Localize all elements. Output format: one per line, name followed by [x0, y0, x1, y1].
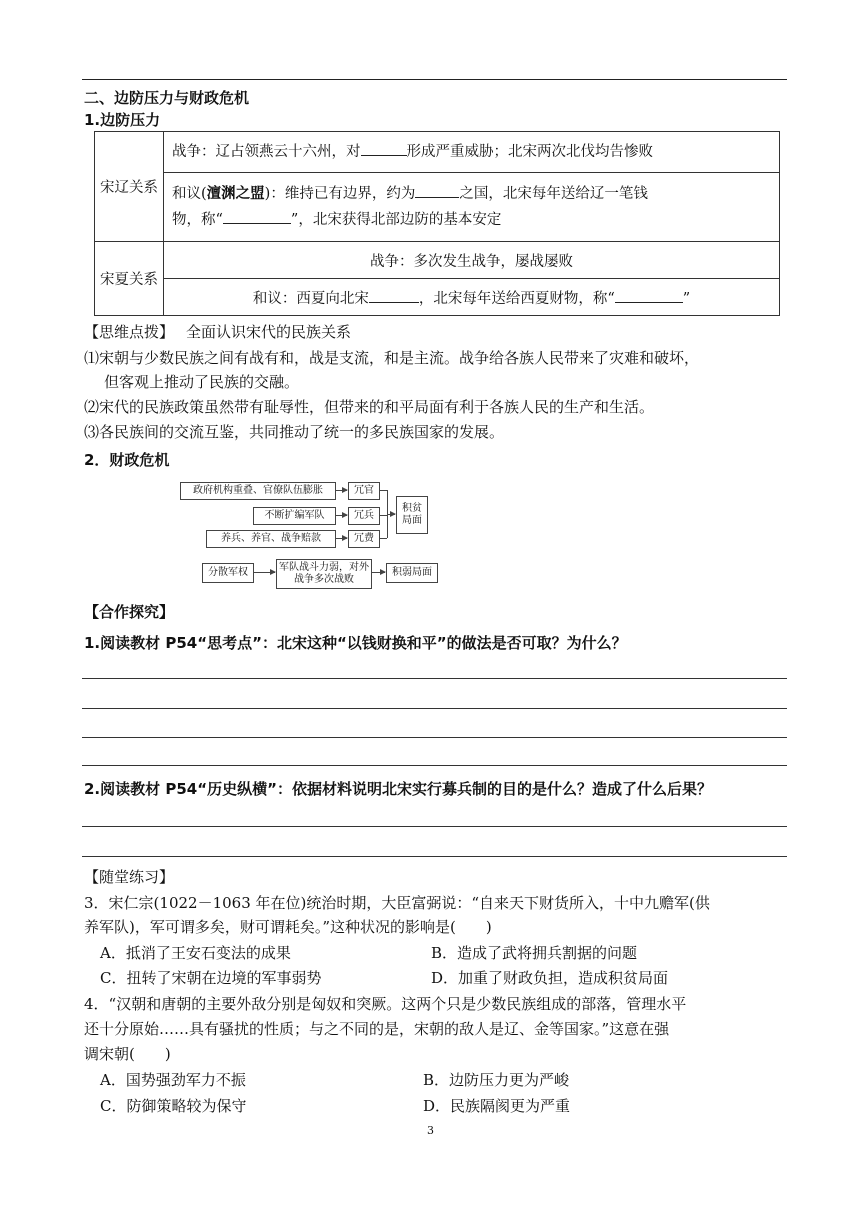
- coop-title: 【合作探究】: [84, 603, 175, 621]
- result-poverty: 积贫局面: [396, 496, 428, 534]
- cause-expenses: 养兵、养官、战争赔款: [206, 530, 336, 548]
- q4-option-d[interactable]: D．民族隔阂更为严重: [423, 1097, 571, 1115]
- arrow-icon: [253, 572, 275, 573]
- effect-redundant-officials: 冗官: [348, 482, 380, 500]
- section-title: 二、边防压力与财政危机: [84, 89, 250, 107]
- answer-line[interactable]: [82, 856, 787, 857]
- practice-title: 【随堂练习】: [84, 868, 175, 886]
- q4-option-c[interactable]: C．防御策略较为保守: [100, 1097, 247, 1115]
- coop-question-2: 2.阅读教材 P54“历史纵横”：依据材料说明北宋实行募兵制的目的是什么？造成了什么后果？: [84, 780, 712, 798]
- result-weakness: 积弱局面: [386, 563, 438, 583]
- q3-option-d[interactable]: D．加重了财政负担，造成积贫局面: [431, 969, 669, 987]
- subsection-fiscal-crisis: 2．财政危机: [84, 451, 170, 469]
- tip-heading: 【思维点拨】 全面认识宋代的民族关系: [84, 323, 352, 341]
- relations-table: [94, 131, 780, 316]
- q3-stem-b: 养军队)，军可谓多矣，财可谓耗矣。”这种状况的影响是( ): [84, 918, 492, 936]
- tip-2: ⑵宋代的民族政策虽然带有耻辱性，但带来的和平局面有利于各族人民的生产和生活。: [84, 398, 655, 416]
- mid-weak-army: 军队战斗力弱，对外战争多次战败: [276, 559, 372, 589]
- q3-option-c[interactable]: C．扭转了宋朝在边境的军事弱势: [100, 969, 322, 987]
- fill-blank[interactable]: [361, 140, 407, 156]
- connector: [379, 490, 387, 491]
- song-xia-label: 宋夏关系: [95, 242, 164, 316]
- treaty-name: 澶渊之盟: [206, 185, 265, 202]
- answer-line[interactable]: [82, 708, 787, 709]
- arrow-icon: [335, 515, 347, 516]
- song-xia-peace-cell: 和议：西夏向北宋 ，北宋每年送给西夏财物，称“ ”: [164, 279, 780, 316]
- effect-redundant-troops: 冗兵: [348, 507, 380, 525]
- connector: [379, 538, 387, 539]
- coop-question-1: 1.阅读教材 P54“思考点”：北宋这种“以钱财换和平”的做法是否可取？为什么？: [84, 634, 627, 652]
- q4-option-a[interactable]: A．国势强劲军力不振: [100, 1071, 246, 1089]
- arrow-icon: [371, 572, 385, 573]
- connector: [379, 515, 387, 516]
- answer-line[interactable]: [82, 765, 787, 766]
- q4-stem-c: 调宋朝( ): [84, 1045, 171, 1063]
- q3-option-a[interactable]: A．抵消了王安石变法的成果: [100, 944, 291, 962]
- tip-3: ⑶各民族间的交流互鉴，共同推动了统一的多民族国家的发展。: [84, 423, 505, 441]
- answer-line[interactable]: [82, 826, 787, 827]
- arrow-icon: [387, 514, 395, 515]
- answer-line[interactable]: [82, 678, 787, 679]
- arrow-icon: [335, 490, 347, 491]
- fill-blank[interactable]: [223, 208, 291, 224]
- arrow-icon: [335, 538, 347, 539]
- fill-blank[interactable]: [369, 287, 419, 303]
- song-liao-peace-cell: 和议(澶渊之盟)：维持已有边界，约为 之国，北宋每年送给辽一笔钱 物，称“ ”，北宋获得北部边防的基本安定: [164, 173, 780, 242]
- tip-1b: 但客观上推动了民族的交融。: [104, 373, 300, 391]
- fill-blank[interactable]: [615, 287, 683, 303]
- answer-line[interactable]: [82, 737, 787, 738]
- cause-army-expansion: 不断扩编军队: [253, 507, 336, 525]
- q4-stem-b: 还十分原始……具有骚扰的性质；与之不同的是，宋朝的敌人是辽、金等国家。”这意在强: [84, 1020, 670, 1038]
- song-liao-war-cell: 战争：辽占领燕云十六州，对 形成严重威胁；北宋两次北伐均告惨败: [164, 132, 780, 173]
- q3-stem-a: 3．宋仁宗(1022－1063 年在位)统治时期，大臣富弼说：“自来天下财货所入，十中九赡军(供: [84, 894, 710, 912]
- header-rule: [82, 79, 787, 80]
- q4-option-b[interactable]: B．边防压力更为严峻: [423, 1071, 570, 1089]
- song-liao-label: 宋辽关系: [95, 132, 164, 242]
- fill-blank[interactable]: [415, 182, 459, 198]
- effect-redundant-expenses: 冗费: [348, 530, 380, 548]
- q3-option-b[interactable]: B．造成了武将拥兵割据的问题: [431, 944, 638, 962]
- cause-disperse-military: 分散军权: [202, 563, 254, 583]
- tip-1a: ⑴宋朝与少数民族之间有战有和，战是支流，和是主流。战争给各族人民带来了灾难和破坏，: [84, 349, 700, 367]
- q4-stem-a: 4．“汉朝和唐朝的主要外敌分别是匈奴和突厥。这两个只是少数民族组成的部落，管理水平: [84, 995, 687, 1013]
- page-number: 3: [427, 1124, 434, 1137]
- song-xia-war-cell: 战争：多次发生战争，屡战屡败: [164, 242, 780, 279]
- cause-bureaucracy: 政府机构重叠、官僚队伍膨胀: [180, 482, 336, 500]
- subsection-border-pressure: 1.边防压力: [84, 111, 161, 129]
